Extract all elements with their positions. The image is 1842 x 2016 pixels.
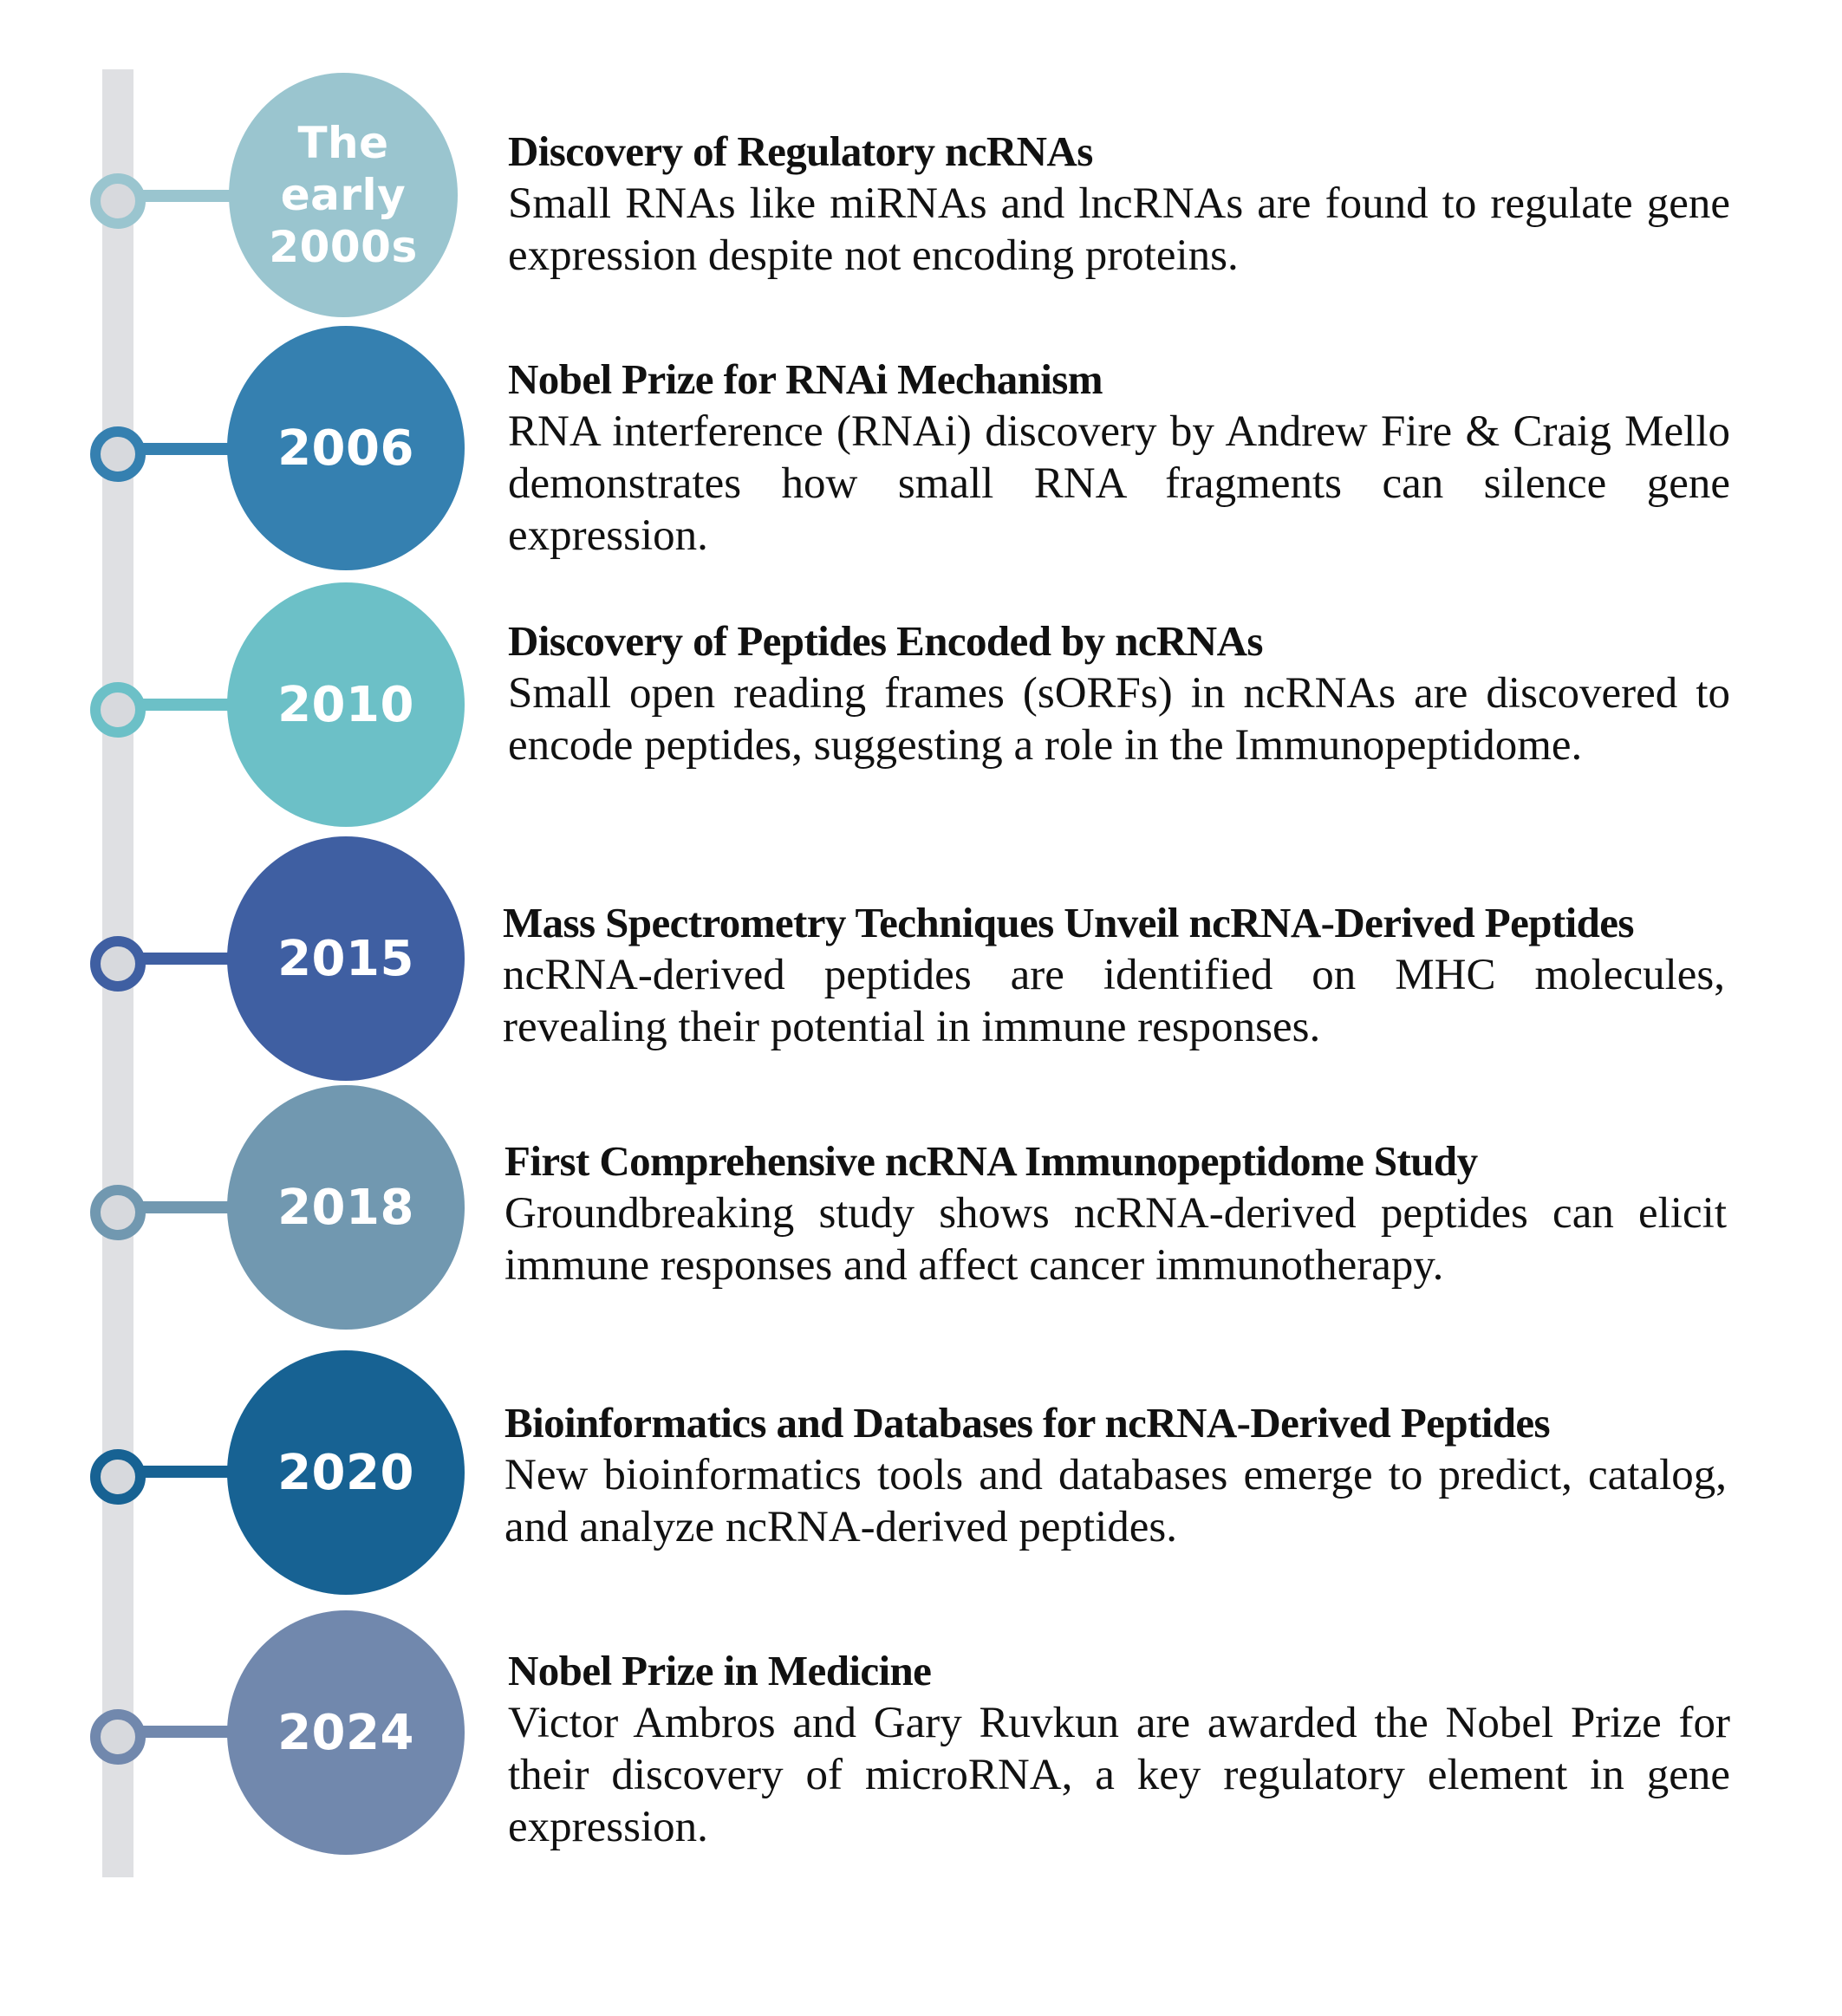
event-title: Nobel Prize in Medicine	[508, 1647, 932, 1694]
event-text	[508, 1645, 1730, 1853]
year-label: 2018	[277, 1179, 414, 1236]
event-title: Bioinformatics and Databases for ncRNA-Derived Peptides	[504, 1399, 1550, 1447]
timeline-connector	[141, 1466, 237, 1478]
year-circle	[227, 836, 465, 1081]
timeline-connector	[141, 1726, 237, 1738]
event-title: Discovery of Peptides Encoded by ncRNAs	[508, 617, 1263, 665]
event-description: Small RNAs like miRNAs and lncRNAs are found to regulate gene expression despite not encoding proteins.	[508, 179, 1730, 280]
event-description: RNA interference (RNAi) discovery by Andrew Fire & Craig Mello demonstrates how small RNA fragments can silence gene expression.	[508, 407, 1730, 560]
timeline-connector	[141, 953, 237, 965]
event-title: First Comprehensive ncRNA Immunopeptidome Study	[504, 1137, 1478, 1185]
year-label: The early 2000s	[269, 118, 418, 272]
event-description: Small open reading frames (sORFs) in ncRNAs are discovered to encode peptides, suggesting a role in the Immunopeptidome.	[508, 669, 1730, 770]
timeline-node-icon	[90, 936, 146, 992]
timeline-node-icon	[90, 682, 146, 738]
event-description: Groundbreaking study shows ncRNA-derived peptides can elicit immune responses and affect cancer immunotherapy.	[504, 1189, 1727, 1290]
timeline-node-icon	[90, 1709, 146, 1765]
event-text	[504, 1135, 1727, 1291]
timeline-node-icon	[90, 1449, 146, 1505]
year-circle	[227, 582, 465, 827]
event-description: Victor Ambros and Gary Ruvkun are awarded the Nobel Prize for their discovery of microRNA, a key regulatory element in gene expression.	[508, 1699, 1730, 1851]
year-circle	[227, 1610, 465, 1855]
timeline-node-icon	[90, 173, 146, 229]
event-text	[508, 615, 1730, 771]
event-text	[503, 897, 1725, 1053]
timeline-connector	[141, 190, 237, 202]
event-title: Mass Spectrometry Techniques Unveil ncRNA-Derived Peptides	[503, 899, 1634, 946]
event-description: New bioinformatics tools and databases emerge to predict, catalog, and analyze ncRNA-derived peptides.	[504, 1451, 1727, 1551]
year-circle	[229, 73, 458, 317]
event-title: Nobel Prize for RNAi Mechanism	[508, 355, 1103, 403]
year-circle	[227, 1085, 465, 1330]
year-label: 2006	[277, 419, 414, 477]
event-text	[508, 354, 1730, 562]
year-label: 2010	[277, 676, 414, 733]
timeline-node-icon	[90, 426, 146, 482]
year-label: 2020	[277, 1444, 414, 1501]
year-circle	[227, 1350, 465, 1595]
event-title: Discovery of Regulatory ncRNAs	[508, 127, 1093, 175]
event-text	[504, 1397, 1727, 1553]
year-label: 2015	[277, 930, 414, 987]
timeline-connector	[141, 699, 237, 711]
timeline-node-icon	[90, 1185, 146, 1240]
event-text	[508, 126, 1730, 282]
event-description: ncRNA-derived peptides are identified on MHC molecules, revealing their potential in immune responses.	[503, 951, 1725, 1051]
timeline-connector	[141, 443, 237, 455]
timeline-connector	[141, 1201, 237, 1213]
year-circle	[227, 326, 465, 570]
year-label: 2024	[277, 1704, 414, 1761]
